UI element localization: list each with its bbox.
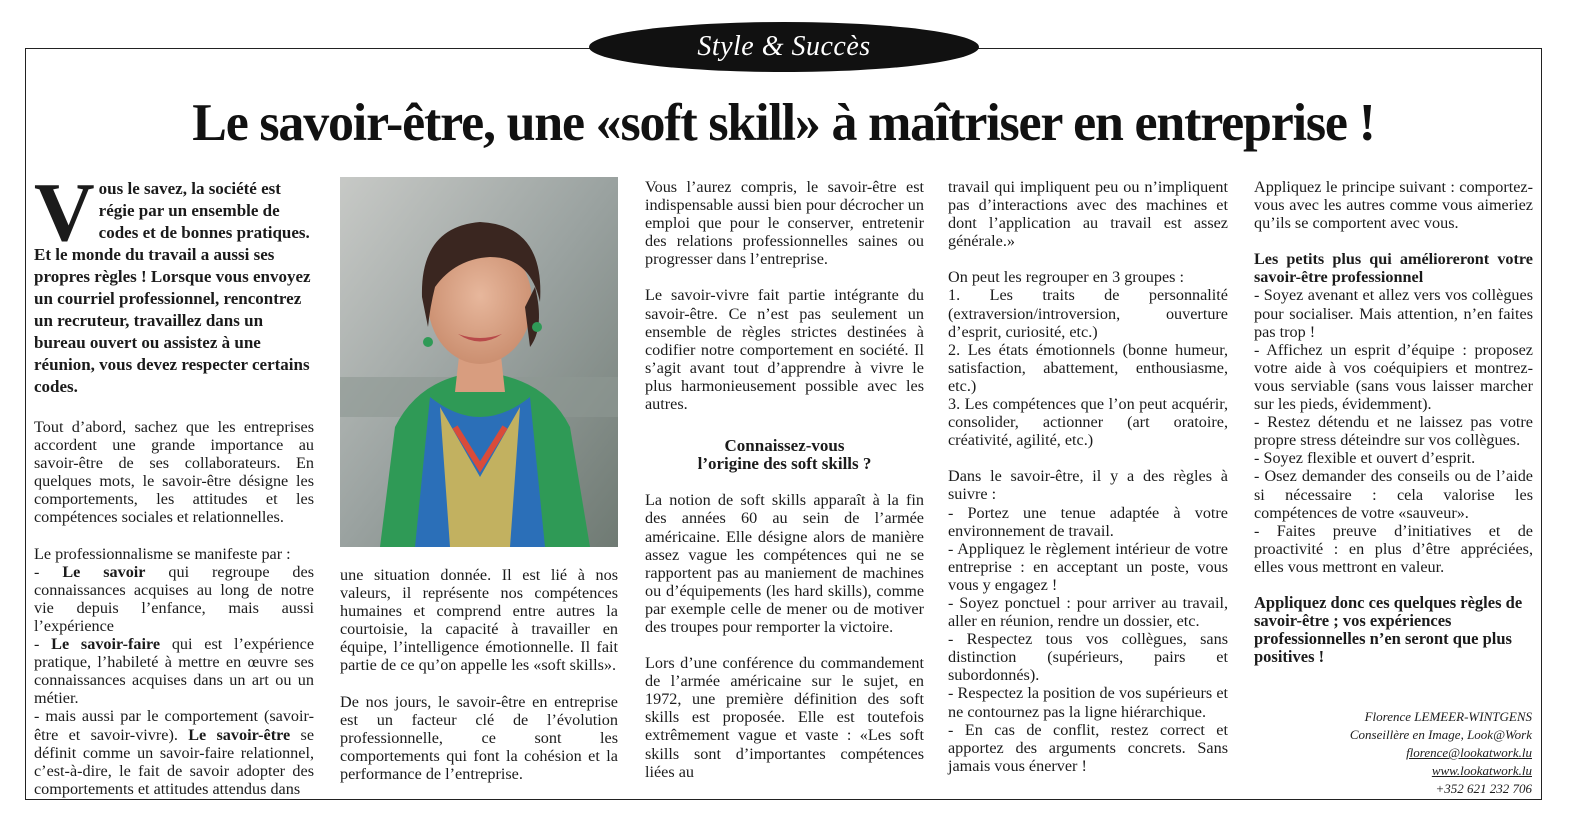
rubric-badge: Style & Succès (589, 22, 979, 72)
paragraph: La notion de soft skills apparaît à la fin des années 60 au sein de l’armée américaine. Elle désigne alors de manière assez vague les compétences qui ne se rapportent pas au maniement de machines ou d’équipements (les hard skills), comme par exemple celle de mener ou de motiver des troupes pour remporter la victoire. (645, 491, 924, 636)
paragraph: De nos jours, le savoir-être en entreprise est un facteur clé de l’évolution professionnelle, ce sont les comportements qui font la cohésion et la performance de l’entreprise. (340, 692, 618, 783)
list-intro: On peut les regrouper en 3 groupes : (948, 268, 1184, 287)
list-item: - Le savoir-faire qui est l’expérience pratique, l’habileté à mettre en œuvre ses connaissances acquises dans un art ou un métier. (34, 635, 315, 708)
list-item: - Faites preuve d’initiatives et de proactivité : en plus d’être appréciées, elles vous mettront en valeur. (1254, 521, 1533, 576)
list-intro: Le professionnalisme se manifeste par : (34, 544, 291, 563)
list-item: - Affichez un esprit d’équipe : proposez votre aide à vos coéquipiers et montrez-vous serviable (sans vous laisser marcher sur les pieds, évidemment). (1254, 340, 1533, 414)
author-role: Conseillère en Image, Look@Work (1349, 727, 1532, 742)
author-name: Florence LEMEER-WINTGENS (1364, 709, 1532, 724)
list-item: - Restez détendu et ne laissez pas votre propre stress déteindre sur vos collègues. (1254, 413, 1533, 450)
lead-paragraph (34, 166, 314, 398)
list-item: - Soyez avenant et allez vers vos collègues pour socialiser. Mais attention, n’en faites pas trop ! (1254, 286, 1533, 341)
subhead-line: Connaissez-vous (724, 436, 845, 456)
column-3 (645, 178, 924, 799)
section-subhead: Les petits plus qui amélioreront votre savoir-être professionnel (1254, 250, 1533, 287)
term-text: qui regroupe des connaissances acquises au long de notre vie depuis l’enfance, mais aussi l’expérience (34, 562, 315, 635)
column-2 (340, 566, 618, 801)
subhead-line: l’origine des soft skills ? (697, 454, 872, 474)
list-item: 3. Les compétences que l’on peut acquérir, consolider, actionner (art oratoire, créativité, agilité, etc.) (948, 395, 1228, 450)
list-item: - Appliquez le règlement intérieur de votre entreprise : en acceptant un poste, vous vous y engagez ! (948, 539, 1228, 594)
author-website[interactable] (1350, 762, 1532, 780)
paragraph: Le savoir-vivre fait partie intégrante du savoir-être. Ce n’est pas seulement un ensemble de règles strictes destinées à codifier notre comportement en société. Il s’agit avant tout d’apprendre à vivre le plus harmonieusement possible avec les autres. (645, 286, 924, 414)
paragraph (1254, 250, 1533, 576)
drop-cap: V (34, 166, 95, 259)
website-link[interactable]: www.lookatwork.lu (1431, 763, 1532, 778)
term-text: - mais aussi par le comportement (savoir-être et savoir-vivre). (34, 707, 314, 744)
column-5 (1254, 178, 1533, 684)
list-item: - Soyez ponctuel : pour arriver au travail, aller en réunion, rendre un dossier, etc. (948, 593, 1228, 631)
paragraph (34, 545, 314, 798)
column-1 (34, 166, 315, 798)
closing-paragraph (1254, 594, 1533, 666)
list-item (34, 707, 314, 797)
term: Le savoir-être (188, 725, 291, 744)
lead-text: ous le savez, la société est régie par un ensemble de codes et de bonnes pratiques. Et le monde du travail a aussi ses propres règles ! Lorsque vous envoyez un courriel professionnel, rencontrez un recruteur, travaillez dans un bureau ouvert ou assistez à une réunion, vous devez respecter certains codes. (34, 179, 311, 396)
list-item: - Portez une tenue adaptée à votre environnement de travail. (948, 503, 1228, 540)
list-item: 2. Les états émotionnels (bonne humeur, satisfaction, abattement, enthousiasme, etc.) (948, 340, 1228, 395)
section-subhead (645, 437, 924, 473)
portrait-illustration (340, 177, 618, 547)
headline: Le savoir-être, une «soft skill» à maîtriser en entreprise ! (192, 94, 1375, 152)
column-4 (948, 178, 1228, 793)
paragraph: Vous l’aurez compris, le savoir-être est indispensable aussi bien pour décrocher un emploi que pour le conserver, entretenir des relations professionnelles saines ou progresser dans l’entreprise. (645, 178, 924, 269)
list-item: - Le savoir qui regroupe des connaissances acquises au long de notre vie depuis l’enfance, mais aussi l’expérience (34, 562, 315, 635)
term: Le savoir (62, 562, 146, 581)
term: Le savoir-faire (51, 635, 161, 654)
paragraph: Appliquez le principe suivant : comportez-vous avec les autres comme vous aimeriez qu’ils se comportent avec vous. (1254, 178, 1533, 233)
author-signature (1350, 708, 1532, 798)
term-text: qui est l’expérience pratique, l’habileté à mettre en œuvre ses connaissances acquises dans un art ou un métier. (34, 635, 315, 708)
closing-text: Appliquez donc ces quelques règles de savoir-être ; vos expériences professionnelles n’en seront que plus positives ! (1254, 592, 1523, 667)
paragraph: une situation donnée. Il est lié à nos valeurs, il représente nos compétences humaines et comprend entre autres la courtoisie, la capacité à travailler en équipe, l’intelligence émotionnelle. Il fait partie de ce qu’on appelle les «soft skills». (340, 566, 618, 675)
term-text: se définit comme un savoir-faire relationnel, c’est-à-dire, le fait de savoir adopter des comportements et attitudes attendus dans (34, 725, 314, 798)
list-item: - En cas de conflit, restez correct et apportez des arguments concrets. Sans jamais vous énerver ! (948, 720, 1228, 775)
list-item: - Soyez flexible et ouvert d’esprit. (1254, 449, 1476, 468)
paragraph: Tout d’abord, sachez que les entreprises accordent une grande importance au savoir-être de ses collaborateurs. En quelques mots, le savoir-être désigne les comportements, les attitudes et les compétences sociales et relationnelles. (34, 418, 314, 527)
portrait-photo (340, 177, 618, 547)
list-item: - Osez demander des conseils ou de l’aide si nécessaire : cela valorise les compétences de votre «sauveur». (1254, 467, 1533, 522)
author-phone: +352 621 232 706 (1435, 781, 1532, 796)
paragraph (948, 467, 1228, 775)
list-intro: Dans le savoir-être, il y a des règles à suivre : (948, 467, 1228, 504)
list-item: - Respectez tous vos collègues, sans distinction (supérieurs, pairs et subordonnés). (948, 630, 1228, 685)
list-item: 1. Les traits de personnalité (extraversion/introversion, ouverture d’esprit, curiosité, etc.) (948, 286, 1228, 341)
paragraph: travail qui impliquent peu ou n’impliquent pas d’interactions avec des machines et dont l’application au travail est assez générale.» (948, 178, 1228, 251)
paragraph: Lors d’une conférence du commandement de l’armée américaine sur le sujet, en 1972, une première définition des soft skills est proposée. Elle est toutefois extrêmement vague et vaste : «Les soft skills sont d’importantes compétences liées au (645, 654, 924, 781)
email-link[interactable]: florence@lookatwork.lu (1406, 745, 1532, 760)
list-item: - Respectez la position de vos supérieurs et ne contournez pas la ligne hiérarchique. (948, 684, 1228, 721)
author-email[interactable] (1350, 744, 1532, 762)
paragraph (948, 268, 1228, 449)
